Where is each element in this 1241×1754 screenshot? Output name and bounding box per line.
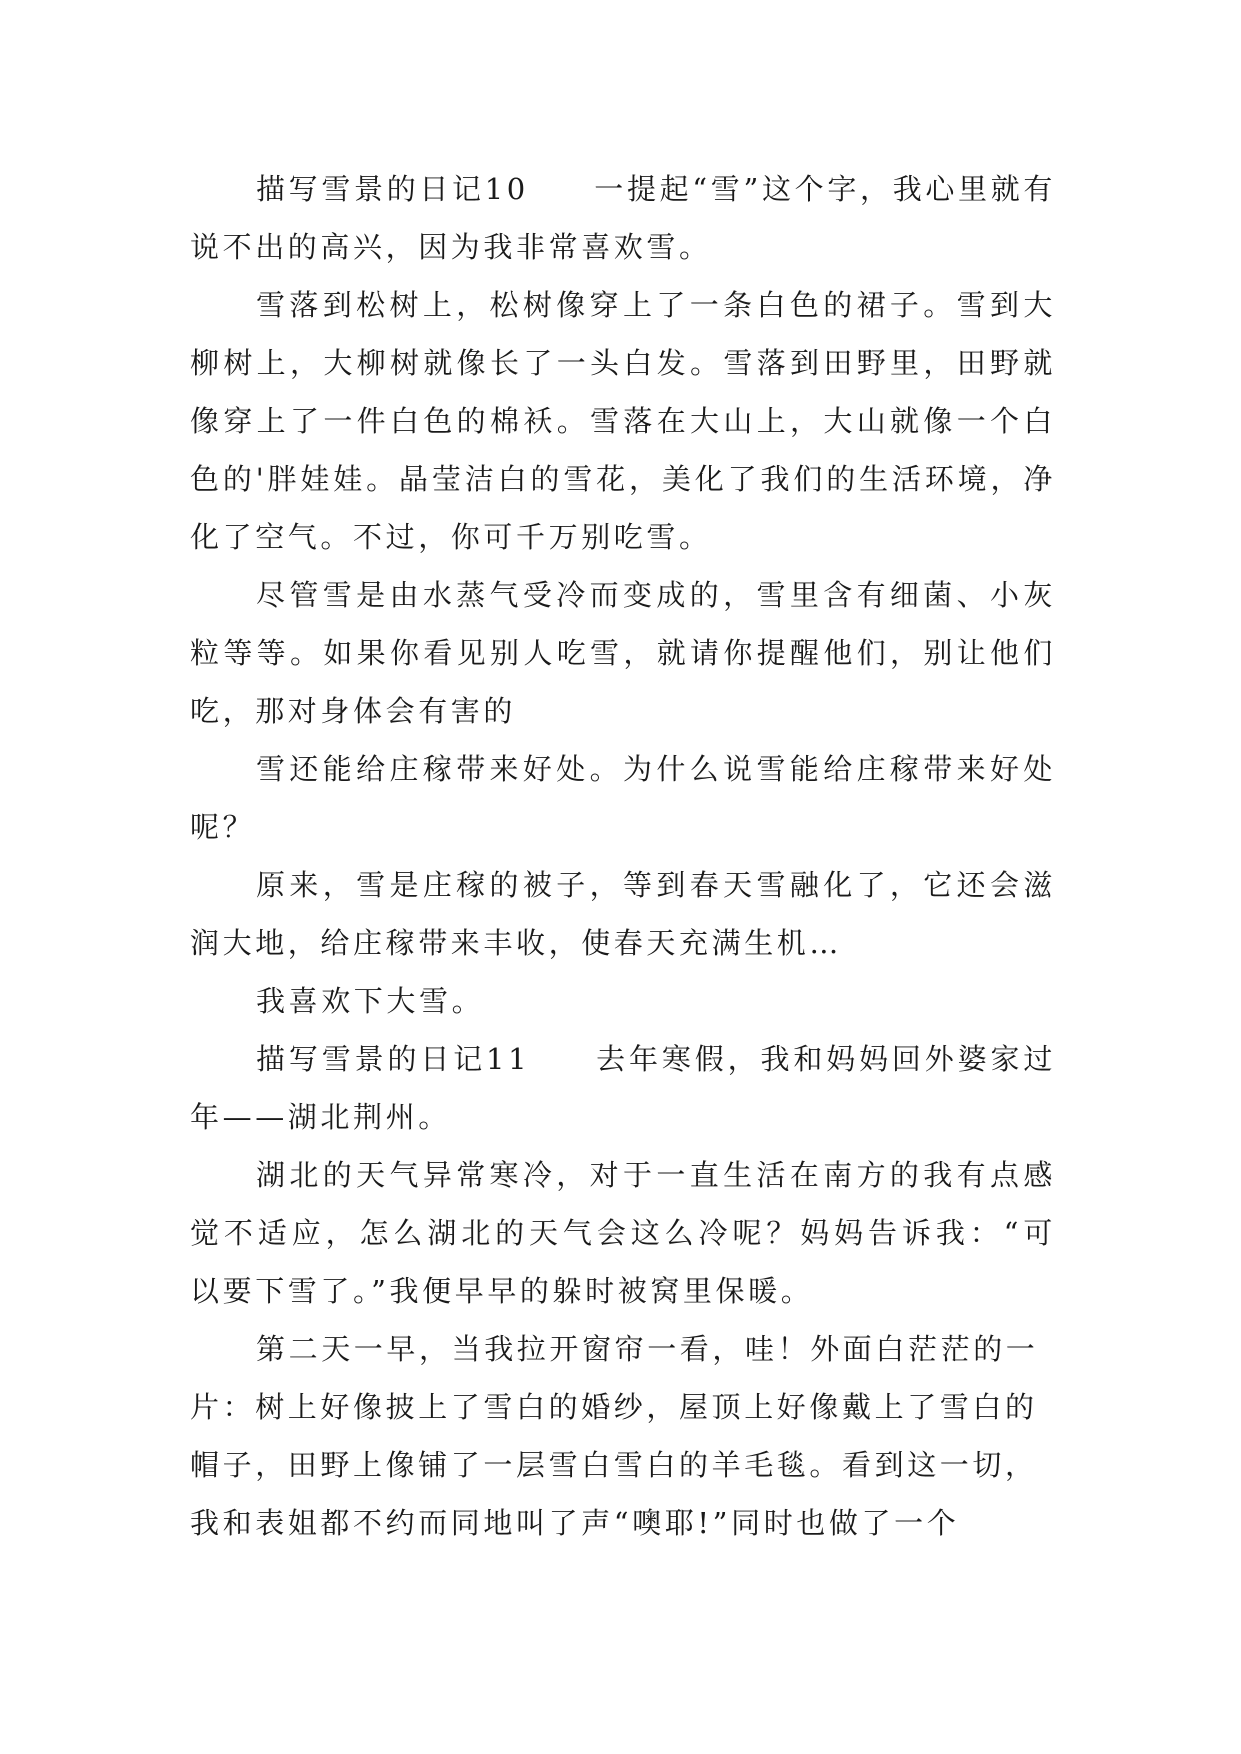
paragraph-6: 我喜欢下大雪。: [256, 984, 485, 1018]
paragraph-4: 雪还能给庄稼带来好处。为什么说雪能给庄稼带来好处呢？: [190, 752, 1056, 844]
paragraph-8: 湖北的天气异常寒冷，对于一直生活在南方的我有点感觉不适应，怎么湖北的天气会这么冷呢？妈妈告诉我：“可以要下雪了。”我便早早的躲时被窝里保暖。: [190, 1158, 1056, 1308]
body-text: [190, 160, 1056, 1552]
paragraph-1: 描写雪景的日记10 一提起“雪”这个字，我心里就有说不出的高兴，因为我非常喜欢雪。: [190, 172, 1056, 264]
paragraph-5: 原来，雪是庄稼的被子，等到春天雪融化了，它还会滋润大地，给庄稼带来丰收，使春天充满生机…: [190, 868, 1056, 960]
paragraph-7: 描写雪景的日记11 去年寒假，我和妈妈回外婆家过年——湖北荆州。: [190, 1042, 1056, 1134]
paragraph-3: 尽管雪是由水蒸气受冷而变成的，雪里含有细菌、小灰粒等等。如果你看见别人吃雪，就请你提醒他们，别让他们吃，那对身体会有害的: [190, 578, 1056, 728]
paragraph-9: 第二天一早，当我拉开窗帘一看，哇！外面白茫茫的一片：树上好像披上了雪白的婚纱，屋顶上好像戴上了雪白的帽子，田野上像铺了一层雪白雪白的羊毛毯。看到这一切，我和表姐都不约而同地叫了声“噢耶!”同时也做了一个: [190, 1332, 1039, 1540]
paragraph-2: 雪落到松树上，松树像穿上了一条白色的裙子。雪到大柳树上，大柳树就像长了一头白发。雪落到田野里，田野就像穿上了一件白色的棉袄。雪落在大山上，大山就像一个白色的'胖娃娃。晶莹洁白的雪花，美化了我们的生活环境，净化了空气。不过，你可千万别吃雪。: [190, 288, 1056, 554]
